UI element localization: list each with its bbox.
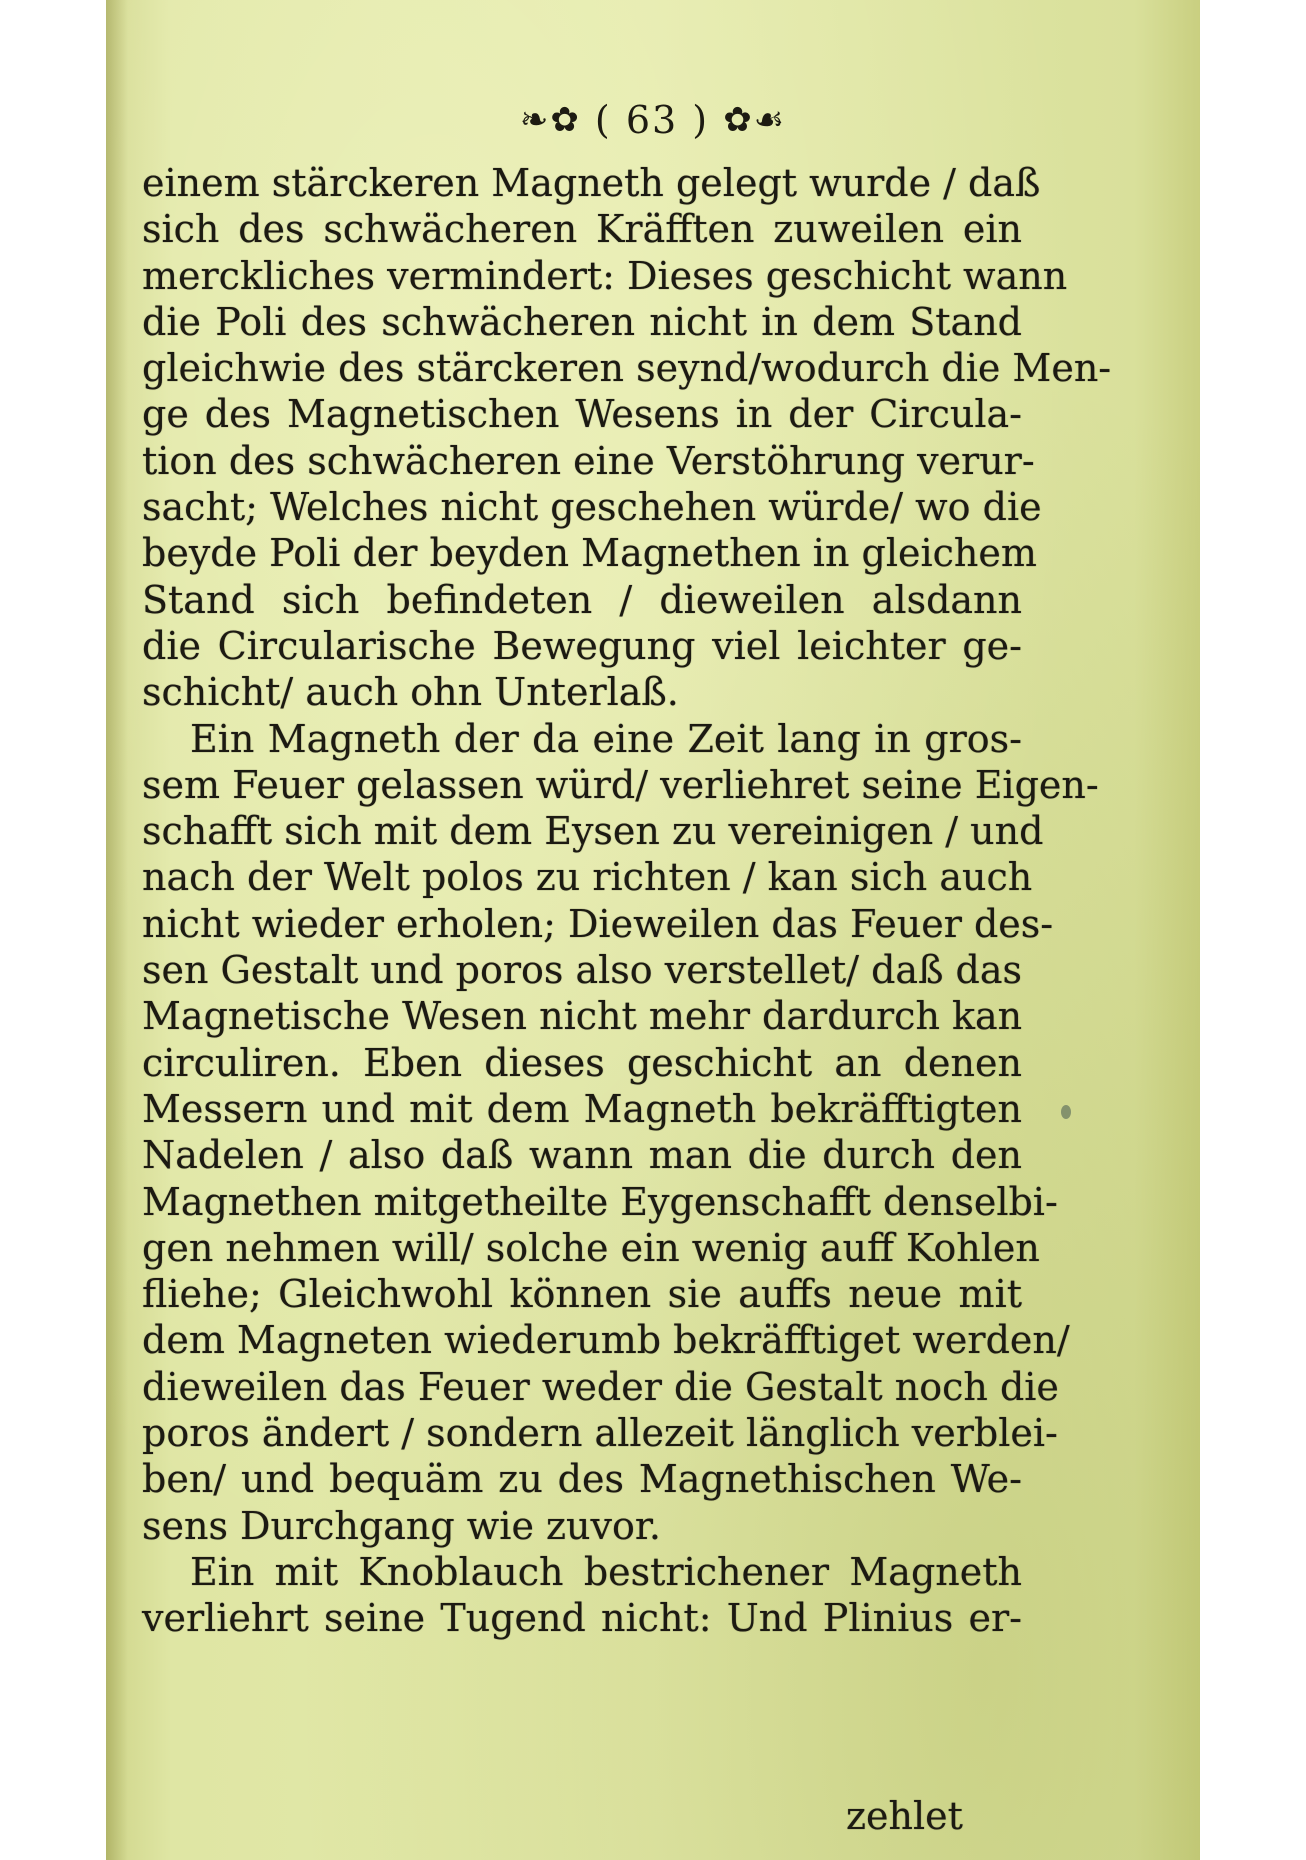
page-number: ( 63 ) [594, 98, 710, 142]
text-line: tion des schwächeren eine Verstöhrung verur- [142, 438, 1035, 483]
text-line: ge des Magnetischen Wesens in der Circula- [142, 392, 1022, 437]
text-line: ben/ und bequäm zu des Magnethischen We- [142, 1457, 1022, 1502]
text-line: einem stärckeren Magneth gelegt wurde / daß [142, 161, 1041, 205]
text-line: sem Feuer gelassen würd/ verliehret seine Eigen- [142, 762, 1099, 807]
text-line: circuliren. Eben dieses geschicht an denen [142, 1040, 1022, 1085]
text-line: schafft sich mit dem Eysen zu vereinigen / und [142, 809, 1044, 854]
text-line: sen Gestalt und poros also verstellet/ daß das [142, 948, 1023, 993]
text-line: sich des schwächeren Kräfften zuweilen ein [142, 207, 1022, 252]
text-line: Magnethen mitgetheilte Eygenschafft denselbi- [142, 1179, 1058, 1224]
text-line: beyde Poli der beyden Magnethen in gleichem [142, 531, 1037, 576]
text-line: schicht/ auch ohn Unterlaß. [142, 670, 679, 715]
text-line: sens Durchgang wie zuvor. [142, 1503, 661, 1548]
text-line: gleichwie des stärckeren seynd/wodurch die Men- [142, 346, 1112, 391]
text-line: Nadelen / also daß wann man die durch den [142, 1133, 1022, 1178]
text-line: nach der Welt polos zu richten / kan sich auch [142, 855, 1033, 900]
text-line: Messern und mit dem Magneth bekräfftigten [142, 1086, 1022, 1131]
book-page [106, 0, 1200, 1860]
text-line: fliehe; Gleichwohl können sie auffs neue mit [142, 1272, 1022, 1317]
catchword: zehlet [846, 1794, 963, 1838]
ornament-left-icon: ❧✿ [519, 100, 581, 140]
page-header [106, 98, 1200, 142]
text-line: Magnetische Wesen nicht mehr dardurch kan [142, 994, 1023, 1039]
text-line: nicht wieder erholen; Dieweilen das Feuer des- [142, 901, 1054, 946]
text-line: die Circularische Bewegung viel leichter ge- [142, 623, 1022, 668]
ornament-right-icon: ✿☙ [723, 100, 787, 140]
text-line: merckliches vermindert: Dieses geschicht wann [142, 253, 1068, 298]
paper-stain [1061, 1105, 1071, 1119]
text-line: dem Magneten wiederumb bekräfftiget werden/ [142, 1318, 1070, 1363]
text-line: poros ändert / sondern allezeit länglich verblei- [142, 1411, 1058, 1456]
paragraph-start-line: Ein Magneth der da eine Zeit lang in gros- [190, 716, 1022, 761]
text-line: gen nehmen will/ solche ein wenig auff Kohlen [142, 1225, 1040, 1270]
text-line: Stand sich befindeten / dieweilen alsdann [142, 577, 1022, 622]
page-gutter-shadow [106, 0, 128, 1860]
paragraph-start-line: Ein mit Knoblauch bestrichener Magneth [190, 1549, 1022, 1594]
body-text [142, 160, 1112, 1642]
text-line: verliehrt seine Tugend nicht: Und Plinius er- [142, 1596, 1022, 1641]
text-line: dieweilen das Feuer weder die Gestalt noch die [142, 1364, 1059, 1409]
text-line: sacht; Welches nicht geschehen würde/ wo die [142, 485, 1042, 530]
text-line: die Poli des schwächeren nicht in dem Stand [142, 299, 1022, 344]
